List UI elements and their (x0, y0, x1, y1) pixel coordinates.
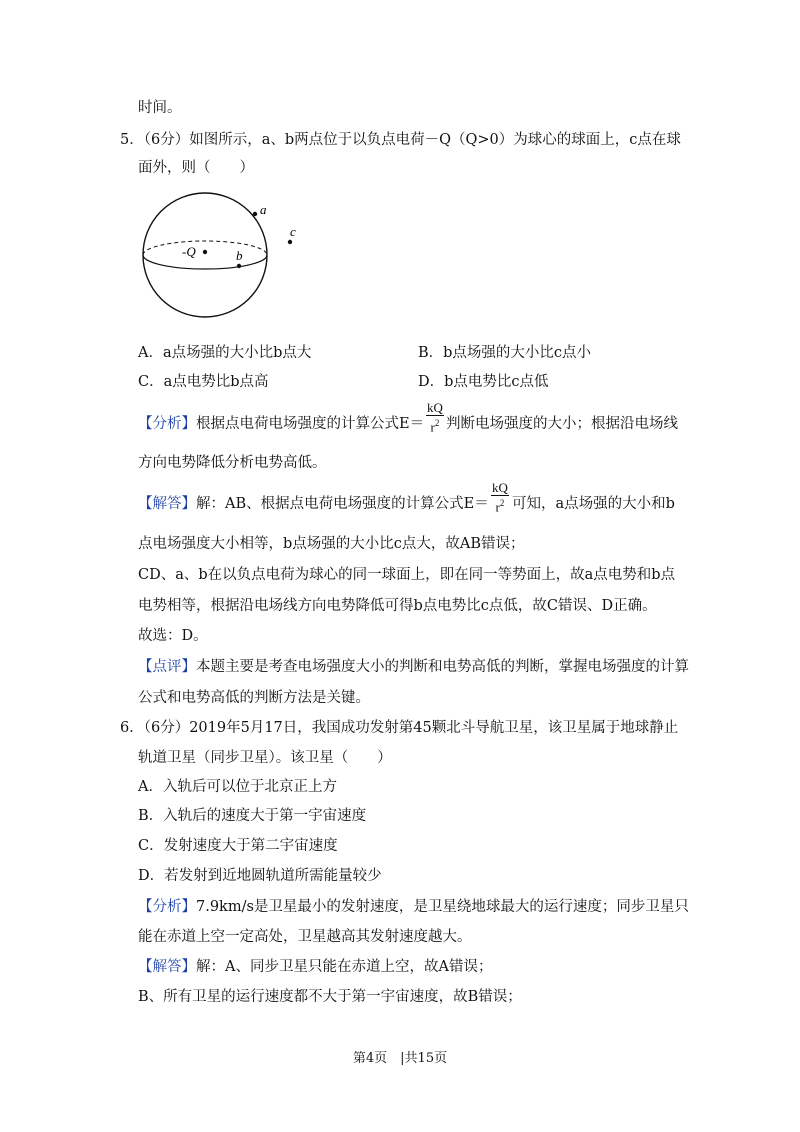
analysis-text: 根据点电荷电场强度的计算公式E＝ (196, 416, 425, 432)
sphere-figure (140, 190, 310, 350)
comment-tag: 【点评】 (138, 659, 196, 675)
answer-6-line-1 (138, 957, 492, 977)
formula-fraction (426, 401, 444, 434)
question-5-stem-cont: 面外，则（ ） (138, 160, 254, 176)
label-b: b (236, 248, 243, 263)
answer-5-line-2: 点电场强度大小相等，b点场强的大小比c点大，故AB错误； (138, 536, 525, 552)
analysis-tag: 【分析】 (138, 416, 196, 432)
sphere-outline (143, 193, 267, 317)
answer-6-line-2: B、所有卫星的运行速度都不大于第一宇宙速度，故B错误； (138, 989, 522, 1005)
point-a (253, 212, 257, 216)
analysis-5-line-1b: 判断电场强度的大小；根据沿电场线 (446, 416, 678, 432)
option-d: D．若发射到近地圆轨道所需能量较少 (138, 868, 382, 884)
question-6-stem: 6．（6分）2019年5月17日，我国成功发射第45颗北斗导航卫星，该卫星属于地球静止 (120, 720, 679, 736)
answer-5-line-3: CD、a、b在以负点电荷为球心的同一球面上，即在同一等势面上，故a点电势和b点 (138, 567, 676, 583)
formula-numerator: kQ (492, 480, 508, 495)
option-c: C．a点电势比b点高 (138, 374, 269, 390)
answer-tag: 【解答】 (138, 959, 196, 975)
point-c (288, 240, 292, 244)
formula-denominator: $r^2$ (430, 418, 440, 435)
center-point (203, 250, 207, 254)
comment-text: 本题主要是考查电场强度大小的判断和电势高低的判断，掌握电场强度的计算 (196, 659, 689, 675)
page-footer: 第4页 |共15页 (352, 1051, 448, 1066)
answer-5-line-1 (138, 494, 489, 514)
point-b (237, 264, 241, 268)
analysis-5-line-1 (138, 414, 424, 434)
option-a: A．入轨后可以位于北京正上方 (138, 779, 337, 795)
comment-5-line-2: 公式和电势高低的判断方法是关键。 (138, 690, 370, 706)
option-b: B．入轨后的速度大于第一宇宙速度 (138, 808, 367, 824)
formula-fraction (491, 481, 509, 514)
label-c: c (290, 224, 296, 239)
label-a: a (260, 202, 267, 217)
question-6-stem-cont: 轨道卫星（同步卫星）。该卫星（ ） (138, 750, 392, 766)
analysis-6-line-1 (138, 897, 689, 917)
analysis-text: 7.9km/s是卫星最小的发射速度，是卫星绕地球最大的运行速度；同步卫星只 (196, 899, 689, 915)
equator-front (143, 255, 267, 269)
answer-5-line-4: 电势相等，根据沿电场线方向电势降低可得b点电势比c点低，故C错误、D正确。 (138, 598, 657, 614)
answer-text: 解：A、同步卫星只能在赤道上空，故A错误； (196, 959, 493, 975)
option-a: A．a点场强的大小比b点大 (138, 345, 312, 361)
analysis-tag: 【分析】 (138, 899, 196, 915)
comment-5-line-1 (138, 657, 689, 677)
label-q: -Q (182, 244, 196, 259)
answer-tag: 【解答】 (138, 496, 196, 512)
option-b: B．b点场强的大小比c点小 (418, 345, 592, 361)
formula-denominator: $r^2$ (495, 498, 505, 515)
question-5-stem: 5．（6分）如图所示，a、b两点位于以负点电荷－Q（Q>0）为球心的球面上，c点在球 (120, 132, 681, 148)
answer-text: 解：AB、根据点电荷电场强度的计算公式E＝ (196, 496, 489, 512)
answer-5-line-5: 故选：D。 (138, 628, 208, 644)
analysis-6-line-2: 能在赤道上空一定高处，卫星越高其发射速度越大。 (138, 929, 472, 945)
text-line: 时间。 (138, 100, 182, 116)
formula-numerator: kQ (427, 400, 443, 415)
analysis-5-line-2: 方向电势降低分析电势高低。 (138, 455, 327, 471)
option-d: D．b点电势比c点低 (418, 374, 549, 390)
answer-5-line-1b: 可知，a点场强的大小和b (512, 496, 675, 512)
option-c: C．发射速度大于第二宇宙速度 (138, 838, 338, 854)
